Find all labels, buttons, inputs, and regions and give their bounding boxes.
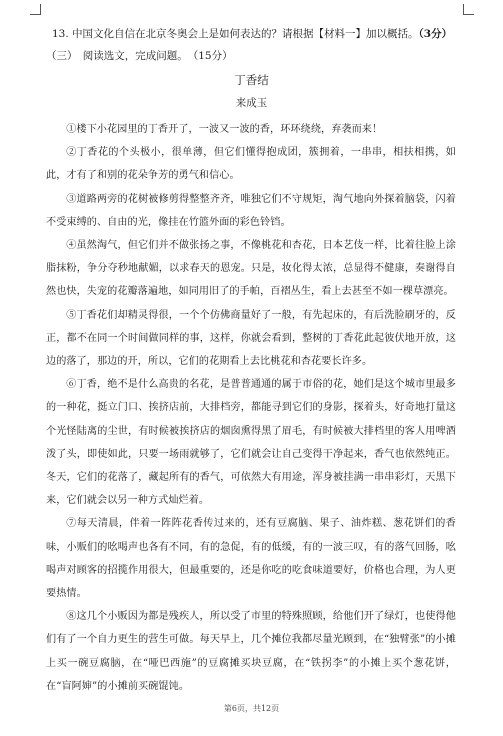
question-13-points: （3分） <box>418 28 453 40</box>
essay-author: 来成玉 <box>235 97 268 109</box>
question-13 <box>52 26 472 42</box>
paragraph-2: ②丁香花的个头极小，很单薄，但它们懂得抱成团，簇拥着，一串串，相扶相携，如此，才有了和别的花朵争芳的勇气和信心。 <box>46 147 456 182</box>
crop-mark-right <box>463 4 474 15</box>
essay-title: 丁香结 <box>234 73 269 87</box>
section-heading: （三） 阅读选文，完成问题。 （15分） <box>46 50 233 62</box>
page-footer: 第6页，共12页 <box>223 704 280 713</box>
paragraph-4: ④虽然淘气，但它们并不做张扬之事，不像桃花和杏花，日本艺伎一样，比着往脸上涂脂抹粉，争分夺秒地献媚，以求春天的恩宠。只是，妆化得太浓，总显得不健康，奏谢得自然也快，失宠的花瓣落遍地，如同用旧了的手帕，百褶丛生，看上去甚至不如一棵草漂亮。 <box>46 240 456 298</box>
question-13-text: 13. 中国文化自信在北京冬奥会上是如何表达的？请根据【材料一】加以概括。 <box>52 28 419 40</box>
paragraph-5: ⑤丁香花们却精灵得很，一个个仿佛商量好了一般，有先起床的，有后洗脸刷牙的，反正，都不在同一个时间做同样的事，这样，你就会看到，整树的丁香花此起彼伏地开放，这边的落了，那边的开，所以，它们的花期看上去比桃花和杏花要长许多。 <box>46 309 456 368</box>
paragraph-6: ⑥丁香，绝不是什么高贵的名花，是普普通通的属于市俗的花，她们是这个城市里最多的一种花，挺立门口、挨挤店前，大排档旁，都能寻到它们的身影，探着头，好奇地打量这个光怪陆离的尘世，有时候被挨挤店的烟囱熏得黑了眉毛，有时候被大排档里的客人用啤酒泼了头，即使如此，只要一场雨就够了，它们就会让自己变得干净起来，香气也依然纯正。冬天，它们的花落了，藏起所有的香气，可依然大有用途，浑身被挂满一串串彩灯，天黑下来，它们就会以另一种方式灿烂着。 <box>46 379 456 507</box>
paragraph-8: ⑧这几个小贩因为都是残疾人，所以受了市里的特殊照顾，给他们开了绿灯，也使得他们有了一个自力更生的营生可做。每天早上，几个摊位我都尽量光顾到，在“独臂张”的小摊上买一碗豆腐脑，在“哑巴西施”的豆腐摊买块豆腐，在“铁拐李”的小摊上买个葱花饼，在“盲阿婶”的小摊前买碗馄饨。 <box>46 611 456 692</box>
paragraph-7: ⑦每天清晨，伴着一阵阵花香传过来的，还有豆腐脑、果子、油炸糕、葱花饼们的香味，小贩们的吆喝声也各有不同，有的急促，有的低缓，有的一波三叹，有的落气回肠，吆喝声对顾客的招揽作用很大，但最重要的，还是你吃的吃食味道要好，价格也合理，为人更要热情。 <box>46 518 456 600</box>
essay-body <box>46 118 456 698</box>
crop-mark-left <box>30 4 41 15</box>
paragraph-1: ①楼下小花园里的丁香开了，一波又一波的香，环环绕绕，弃袭而来！ <box>66 124 383 135</box>
paragraph-3: ③道路两旁的花树被修剪得整整齐齐，唯独它们不守规矩，淘气地向外探着脑袋，闪着不受束缚的、自由的光，像挂在竹篮外面的彩色铃铛。 <box>46 193 456 228</box>
